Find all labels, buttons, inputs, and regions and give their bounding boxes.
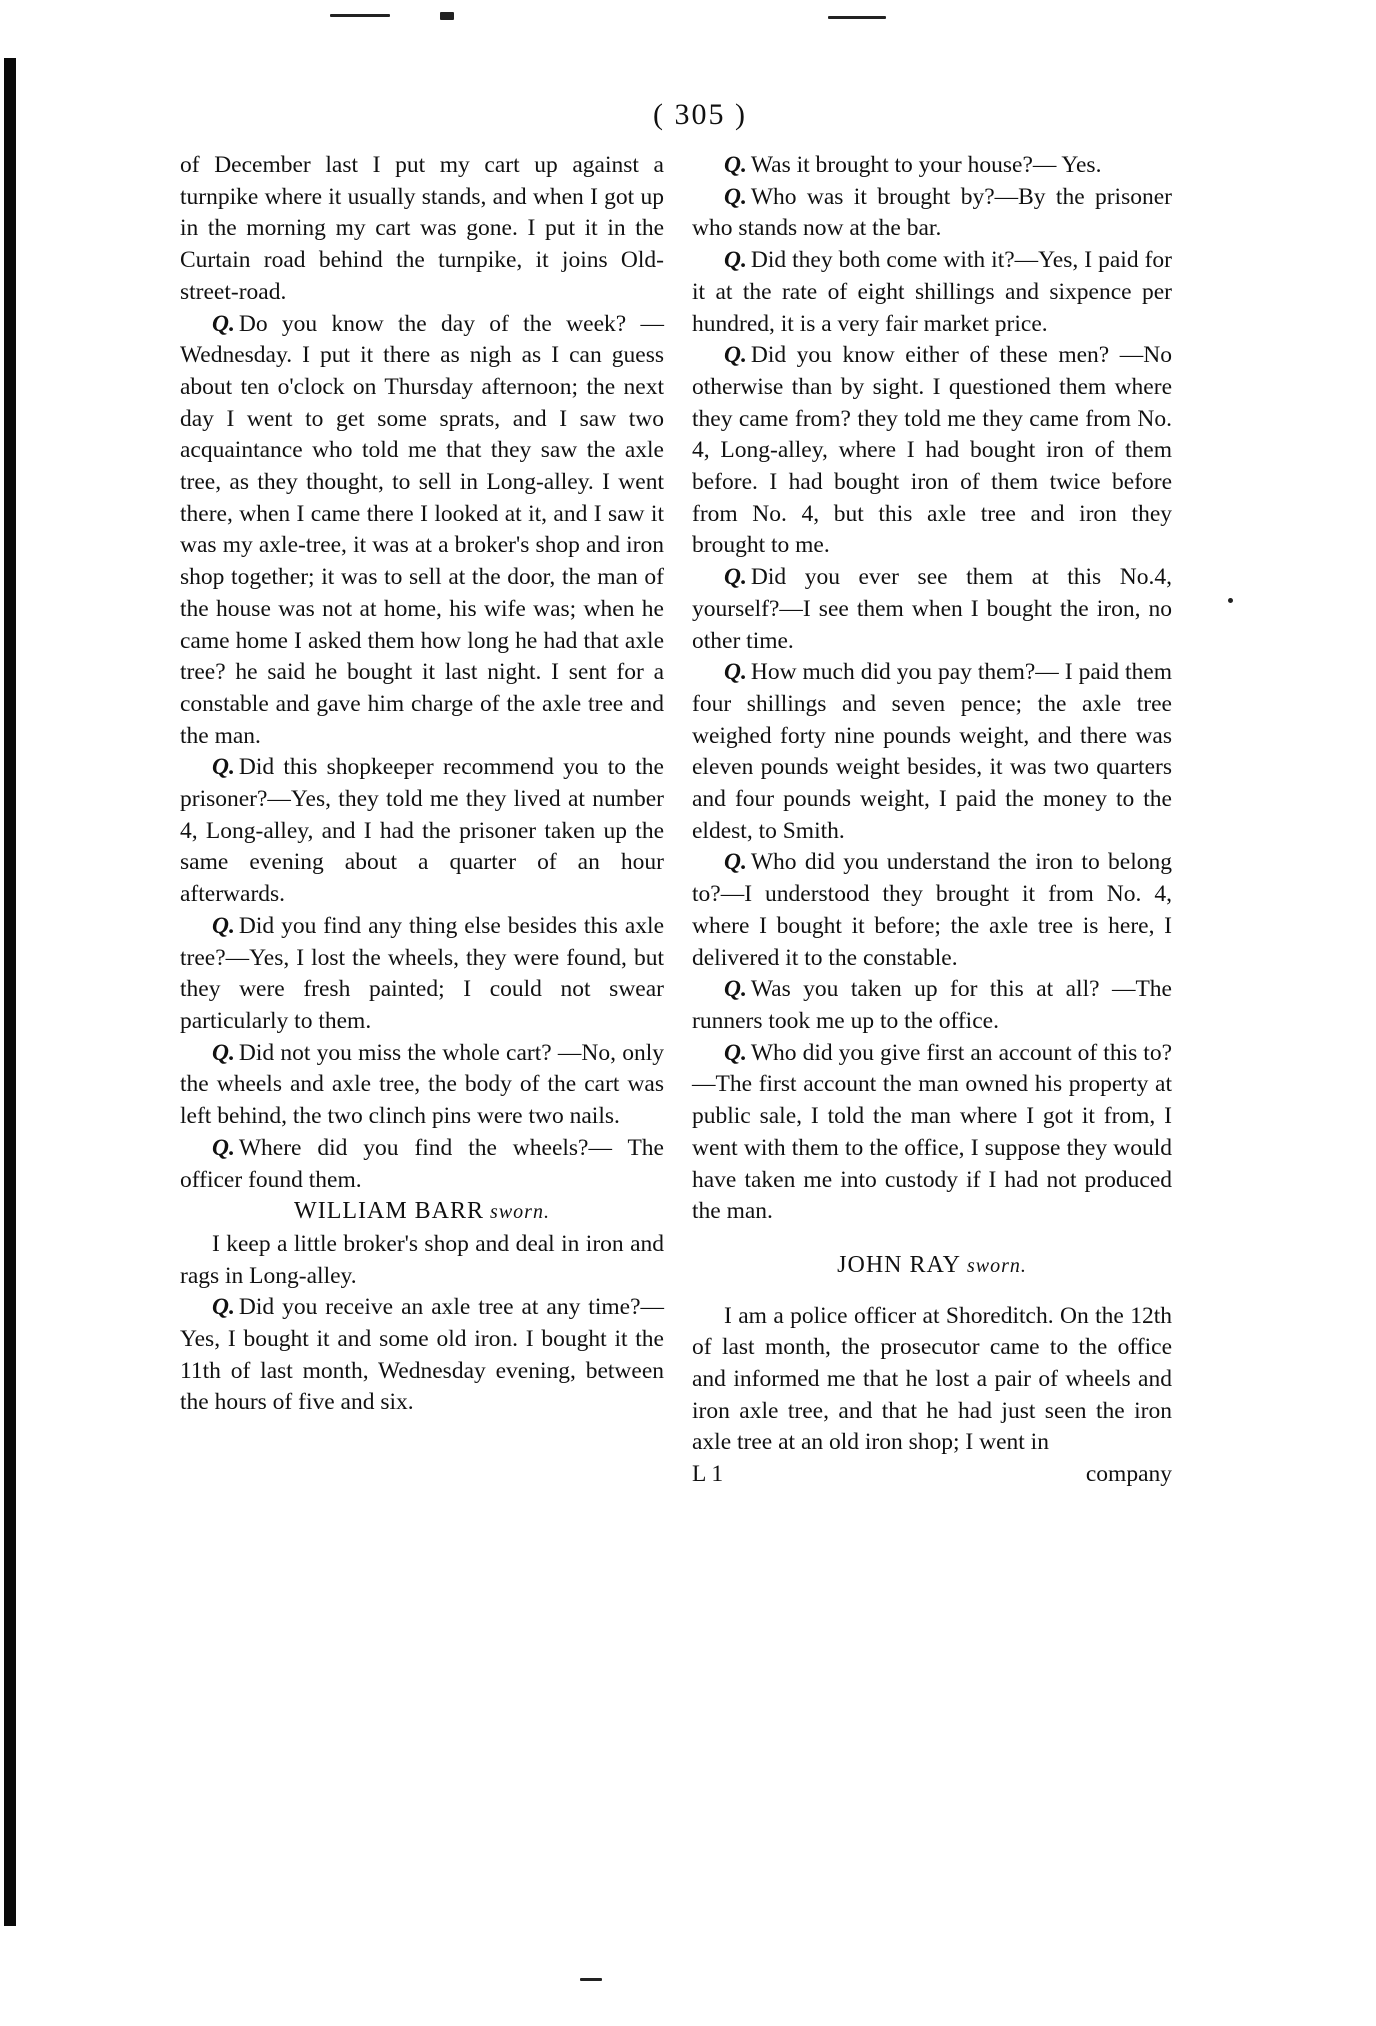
question-paragraph: Q. Did this shopkeeper recommend you to the prisoner?—Yes, they told me they lived at number 4, Long-alley, and I had the prisoner taken up the same evening about a quarter of an hour afterwards. — [180, 754, 664, 908]
question-mark: Q. — [724, 659, 747, 686]
question-mark: Q. — [724, 342, 747, 369]
question-mark: Q. — [212, 1134, 235, 1161]
question-paragraph: Q. Did not you miss the whole cart? —No, only the wheels and axle tree, the body of the cart was left behind, the two clinch pins were two nails. — [180, 1039, 664, 1130]
question-paragraph: Q. Did you receive an axle tree at any time?—Yes, I bought it and some old iron. I bought it the 11th of last month, Wednesday evening, between the hours of five and six. — [180, 1294, 664, 1416]
witness-heading: WILLIAM BARR sworn. — [294, 1198, 550, 1225]
page-number: ( 305 ) — [653, 98, 747, 131]
paragraph: I keep a little broker's shop and deal in iron and rags in Long-alley. — [180, 1230, 664, 1289]
question-mark: Q. — [724, 849, 747, 876]
question-paragraph: Q. Did you find any thing else besides this axle tree?—Yes, I lost the wheels, they were found, but they were fresh painted; I could not swear particularly to them. — [180, 912, 664, 1034]
paragraph: of December last I put my cart up against a turnpike where it usually stands, and when I got up in the morning my cart was gone. I put it in the Curtain road behind the turnpike, it joins Old-street-road. — [180, 152, 664, 305]
page-footer — [692, 1459, 1172, 1491]
question-mark: Q. — [724, 152, 747, 178]
question-mark: Q. — [724, 976, 747, 1003]
scan-noise-mark — [440, 12, 454, 20]
question-paragraph: Q. Who was it brought by?—By the prisoner who stands now at the bar. — [692, 183, 1172, 242]
question-paragraph: Q. Was it brought to your house?— Yes. — [724, 152, 1102, 178]
left-column — [180, 150, 664, 1419]
right-column — [692, 150, 1172, 1491]
question-mark: Q. — [724, 564, 747, 591]
scan-noise-mark — [1228, 598, 1233, 603]
question-paragraph: Q. Did you know either of these men? —No otherwise than by sight. I questioned them where they came from? they told me they came from No. 4, Long-alley, where I had bought iron of them before. I had bought iron of them twice before from No. 4, but this axle tree and iron they brought to me. — [692, 342, 1172, 559]
question-mark: Q. — [212, 310, 235, 337]
signature-mark: L 1 — [692, 1461, 724, 1488]
question-paragraph: Q. Where did you find the wheels?— The officer found them. — [180, 1134, 664, 1193]
question-paragraph: Q. Was you taken up for this at all? —The runners took me up to the office. — [692, 976, 1172, 1034]
question-mark: Q. — [212, 1039, 235, 1066]
question-mark: Q. — [212, 754, 235, 781]
catchword: company — [1085, 1461, 1172, 1488]
question-mark: Q. — [724, 247, 747, 274]
question-paragraph: Q. Do you know the day of the week? —Wednesday. I put it there as nigh as I can guess about ten o'clock on Thursday afternoon; the next day I went to get some sprats, and I saw two acquaintance who told me that they saw the axle tree, as they thought, to sell in Long-alley. I went there, when I came there I looked at it, and I saw it was my axle-tree, it was at a broker's shop and iron shop together; it was to sell at the door, the man of the house was not at home, his wife was; when he came home I asked them how long he had that axle tree? he said he bought it last night. I sent for a constable and gave him charge of the axle tree and the man. — [180, 310, 664, 749]
question-mark: Q. — [212, 1294, 235, 1321]
scan-noise-mark — [828, 16, 886, 19]
question-mark: Q. — [724, 1039, 747, 1066]
question-paragraph: Q. Who did you understand the iron to belong to?—I understood they brought it from No. 4, where I bought it before; the axle tree is here, I delivered it to the constable. — [692, 849, 1172, 971]
question-mark: Q. — [212, 912, 235, 939]
scan-edge-shadow — [4, 58, 16, 1926]
scan-noise-mark — [330, 14, 390, 17]
paragraph: I am a police officer at Shoreditch. On the 12th of last month, the prosecutor came to the office and informed me that he lost a pair of wheels and iron axle tree, and that he had just seen the iron axle tree at an old iron shop; I went in — [692, 1302, 1172, 1456]
question-paragraph: Q. Did they both come with it?—Yes, I paid for it at the rate of eight shillings and sixpence per hundred, it is a very fair market price. — [692, 247, 1172, 337]
question-paragraph: Q. Who did you give first an account of this to?—The first account the man owned his property at public sale, I told the man where I got it from, I went with them to the office, I suppose they would have taken me into custody if I had not produced the man. — [692, 1039, 1172, 1225]
question-mark: Q. — [724, 183, 747, 210]
question-paragraph: Q. How much did you pay them?— I paid them four shillings and seven pence; the axle tree weighed forty nine pounds weight, and there was eleven pounds weight besides, it was two quarters and four pounds weight, I paid the money to the eldest, to Smith. — [692, 659, 1172, 844]
scan-noise-mark — [580, 1978, 602, 1981]
witness-heading: JOHN RAY sworn. — [837, 1251, 1027, 1278]
question-paragraph: Q. Did you ever see them at this No.4, yourself?—I see them when I bought the iron, no other time. — [692, 564, 1172, 654]
